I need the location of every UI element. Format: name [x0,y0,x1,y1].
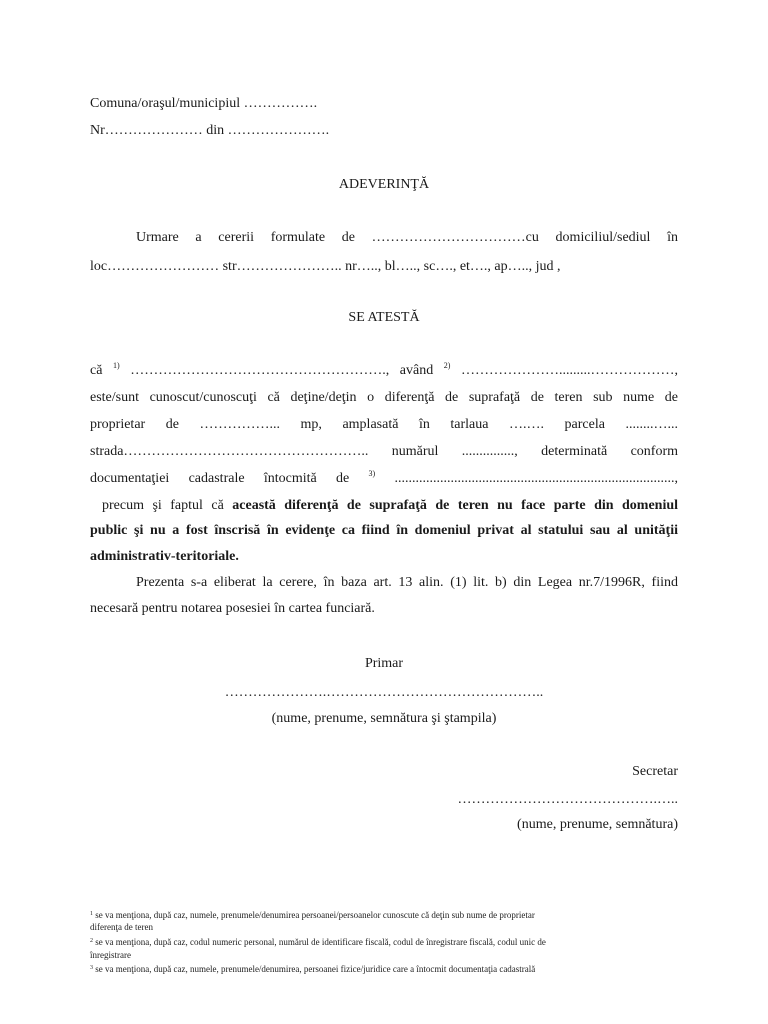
secretary-caption: (nume, prenume, semnătura) [517,817,678,832]
body-text: ………………………………………………., având [130,363,434,378]
body-line-6 [102,499,678,513]
footnote-1 [90,911,680,920]
body-line-1 [90,361,679,378]
number-line: Nr………………… din …………………. [90,123,330,138]
commune-line: Comuna/oraşul/municipiul ……………. [90,96,318,111]
footnote-2-cont: înregistrare [90,950,131,960]
footnote-1-cont: diferenţa de teren [90,922,153,932]
body-bold-text: administrativ-teritoriale. [90,549,239,564]
mayor-signature-line: ………………….……………………………………….. [224,685,544,700]
intro-line-2: loc…………………… str………………….. nr….., bl….., sc…., et…., ap….., jud , [90,259,561,274]
body-text: ………………….........………………, [461,363,679,378]
body-line-3: proprietar de ……………... mp, amplasată în tarlaua ….…. parcela ........…... [90,417,678,432]
footnote-3 [90,965,680,974]
footnote-mark: 3 [90,965,93,971]
footnote-text: se va menţiona, după caz, codul numeric personal, numărul de identificare fiscală, codul de înregistrare fiscală, codul unic de [95,937,546,947]
footnote-mark: 2 [90,938,93,944]
body-line-7 [90,524,678,538]
body-text: precum şi faptul că [102,498,224,513]
intro-line-1: Urmare a cererii formulate de ……………………………cu domiciliul/sediul în [136,230,678,245]
footnote-text: se va menţiona, după caz, numele, prenumele/denumirea persoanei/persoanelor cunoscute că deţin sub nume de proprietar [95,910,535,920]
footnote-ref-2: 2) [443,361,451,370]
body-bold-text: public şi nu a fost înscrisă în evidenţe ca fiind în domeniul privat al statului sau al unităţii [90,523,678,538]
mayor-caption: (nume, prenume, semnătura şi ştampila) [271,711,497,726]
secretary-title: Secretar [632,764,678,779]
footnote-mark: 1 [90,911,93,917]
body-line-5 [90,469,678,486]
body-bold-text: această diferenţă de suprafaţă de teren nu face parte din domeniul [232,498,679,513]
secretary-signature-line: …………………………………….….. [457,792,678,807]
footnote-ref-1: 1) [113,361,120,370]
body-text: documentaţiei cadastrale întocmită de [90,471,350,486]
body-line-10: necesară pentru notarea posesiei în cartea funciară. [90,601,375,616]
mayor-title: Primar [364,656,404,671]
footnote-2 [90,938,680,947]
body-text: că [90,363,103,378]
body-line-8 [90,550,239,564]
document-title: ADEVERINŢĂ [338,177,430,192]
footnote-text: se va menţiona, după caz, numele, prenumele/denumirea, persoanei fizice/juridice care a întocmit documentaţia cadastrală [95,964,536,974]
body-line-4: strada…………………………………………….. numărul ..............., determinată conform [90,444,678,459]
body-line-2: este/sunt cunoscut/cunoscuţi că deţine/deţin o diferenţă de suprafaţă de teren sub nume de [90,390,678,405]
attest-heading: SE ATESTĂ [348,310,420,325]
body-line-9: Prezenta s-a eliberat la cerere, în baza art. 13 alin. (1) lit. b) din Legea nr.7/1996R, fiind [136,575,678,590]
body-text: ................................................................................, [394,471,678,486]
footnote-ref-3: 3) [368,469,376,478]
